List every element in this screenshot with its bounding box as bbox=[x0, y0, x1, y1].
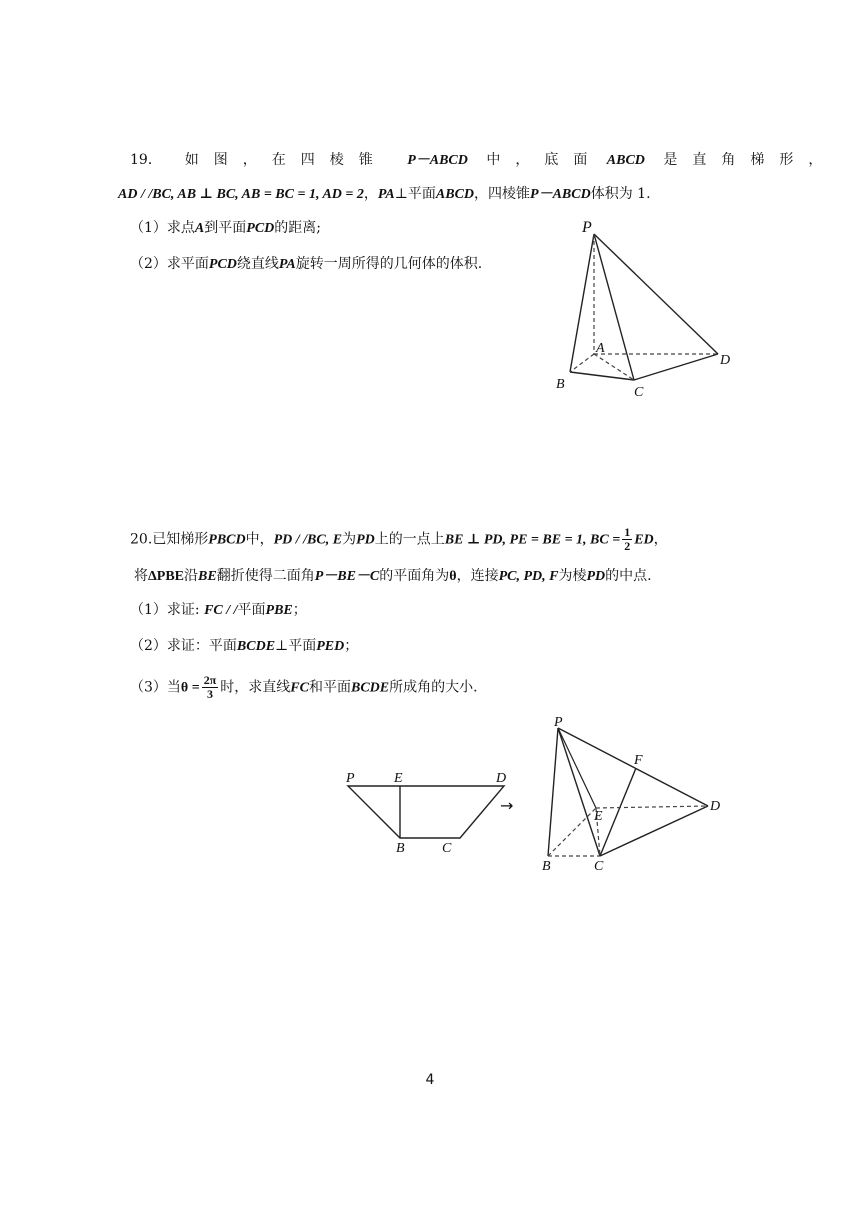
fig1-label-p: P bbox=[346, 771, 355, 786]
label-d: D bbox=[720, 353, 731, 368]
q20-fraction-half: $\frac{1}{2}$ bbox=[624, 525, 631, 553]
q19-part-1: （1）求点A到平面PCD的距离; bbox=[130, 220, 321, 236]
q19-math-pabcd: P－ABCD bbox=[407, 153, 468, 168]
fig1-label-c: C bbox=[442, 841, 452, 856]
q20-trapezoid-figure bbox=[340, 766, 520, 856]
fig2-label-e: E bbox=[594, 809, 603, 824]
label-a: A bbox=[596, 341, 605, 356]
label-p: P bbox=[582, 219, 592, 236]
q19-conditions: AD / /BC, AB ⊥ BC, AB = BC = 1, AD = 2 bbox=[118, 187, 364, 202]
page-number: 4 bbox=[425, 1072, 435, 1088]
q19-text: 如图，在四棱锥 bbox=[184, 152, 388, 168]
q19-line-2: AD / /BC, AB ⊥ BC, AB = BC = 1, AD = 2，PA⊥平面ABCD，四棱锥P－ABCD体积为 1. bbox=[118, 186, 651, 202]
label-c: C bbox=[634, 385, 644, 400]
label-b: B bbox=[556, 377, 565, 392]
q19-part-2: （2）求平面PCD绕直线PA旋转一周所得的几何体的体积. bbox=[130, 256, 483, 272]
q20-fraction-two-pi-thirds: $\frac{2\pi}{3}$ bbox=[203, 673, 217, 701]
fig2-label-b: B bbox=[542, 859, 551, 874]
fig2-label-p: P bbox=[554, 715, 563, 730]
q19-pyramid-figure bbox=[550, 212, 750, 402]
q20-line-1: 20.已知梯形PBCD中，PD / /BC, E为PD上的一点上BE ⊥ PD, PE = BE = 1, BC = $\frac{1}{2}$ ED， bbox=[130, 525, 668, 553]
fig1-label-b: B bbox=[396, 841, 405, 856]
q20-part-3: （3）当θ = $\frac{2\pi}{3}$ 时，求直线FC和平面BCDE所成角的大小. bbox=[130, 673, 478, 701]
q20-part-1: （1）求证: FC / /平面PBE； bbox=[130, 602, 307, 618]
q20-line-2: 将ΔPBE沿BE翻折使得二面角P－BE－C的平面角为θ，连接PC, PD, F为棱PD的中点. bbox=[134, 568, 652, 584]
fig2-label-c: C bbox=[594, 859, 604, 874]
fig2-label-d: D bbox=[710, 799, 721, 814]
q20-part-2: （2）求证：平面BCDE⊥平面PED； bbox=[130, 638, 359, 654]
fig1-label-e: E bbox=[394, 771, 403, 786]
fig2-label-f: F bbox=[634, 753, 643, 768]
fold-arrow: → bbox=[500, 796, 514, 815]
q19-math-abcd: ABCD bbox=[606, 153, 645, 168]
fig1-label-d: D bbox=[496, 771, 507, 786]
q19-line-1: 19． 如图，在四棱锥 P－ABCD 中，底面 ABCD 是直角梯形， bbox=[130, 152, 838, 168]
q20-folded-solid-figure bbox=[538, 712, 728, 874]
q19-number: 19． bbox=[130, 152, 162, 168]
